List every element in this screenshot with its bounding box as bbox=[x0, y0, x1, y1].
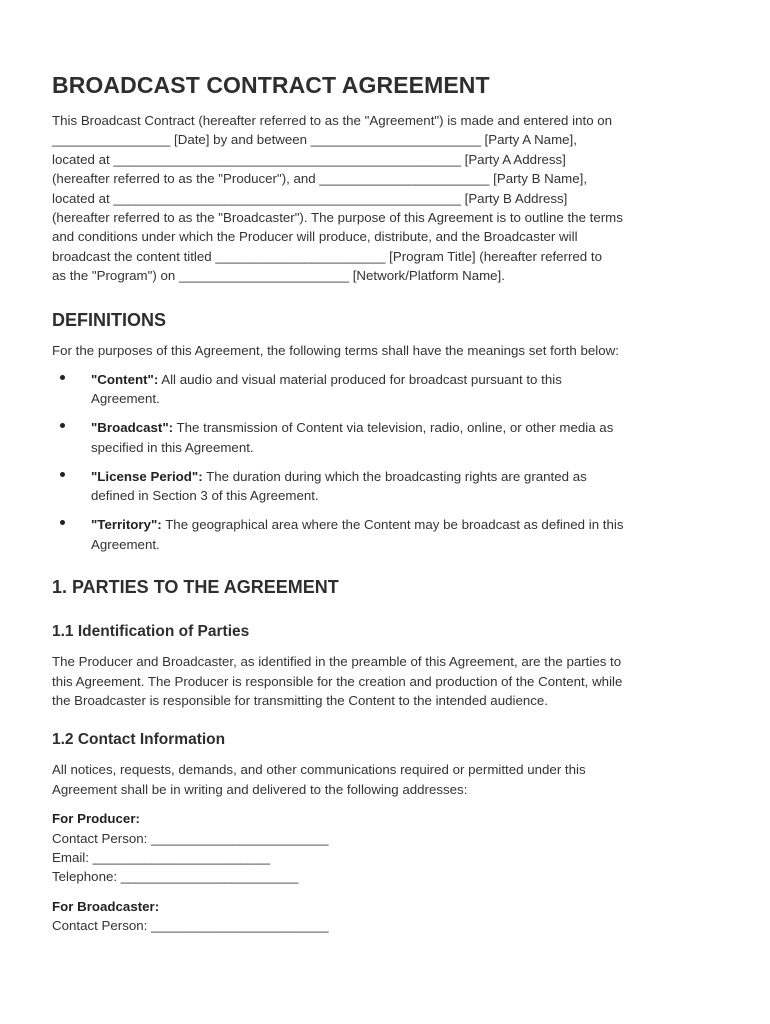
definition-text: The duration during which the broadcasting rights are granted as bbox=[202, 468, 587, 484]
paragraph-line: Agreement shall be in writing and delivered to the following addresses: bbox=[52, 781, 468, 797]
section-1-1-paragraph bbox=[52, 652, 722, 710]
intro-line: as the "Program") on _______________________ [Network/Platform Name]. bbox=[52, 268, 505, 284]
broadcaster-label: For Broadcaster: bbox=[52, 898, 160, 914]
definition-text: Agreement. bbox=[91, 536, 160, 552]
intro-line: This Broadcast Contract (hereafter referred to as the "Agreement") is made and entered into on bbox=[52, 113, 613, 128]
intro-line: and conditions under which the Producer will produce, distribute, and the Broadcaster will bbox=[52, 229, 578, 245]
section-1-2-paragraph bbox=[52, 760, 722, 799]
definition-term: "License Period": bbox=[91, 468, 203, 484]
paragraph-line: this Agreement. The Producer is responsible for the creation and production of the Content, while bbox=[52, 673, 623, 689]
definitions-intro: For the purposes of this Agreement, the following terms shall have the meanings set forth below: bbox=[52, 342, 619, 358]
definition-text: All audio and visual material produced for broadcast pursuant to this bbox=[158, 372, 562, 388]
definition-item bbox=[52, 370, 722, 409]
definition-term: "Content": bbox=[91, 372, 159, 388]
bullet-icon bbox=[60, 520, 65, 525]
producer-contact-person: Contact Person: ________________________ bbox=[52, 830, 329, 846]
definition-term: "Territory": bbox=[91, 517, 162, 533]
section-1-2-heading: 1.2 Contact Information bbox=[52, 731, 226, 749]
definitions-list bbox=[52, 370, 722, 554]
definition-text: defined in Section 3 of this Agreement. bbox=[91, 488, 319, 504]
paragraph-line: the Broadcaster is responsible for transmitting the Content to the intended audience. bbox=[52, 692, 548, 708]
intro-paragraph bbox=[52, 111, 722, 286]
producer-email: Email: ________________________ bbox=[52, 849, 271, 865]
producer-label: For Producer: bbox=[52, 811, 140, 827]
producer-telephone: Telephone: ________________________ bbox=[52, 869, 299, 885]
bullet-icon bbox=[60, 375, 65, 380]
bullet-icon bbox=[60, 423, 65, 428]
definition-item bbox=[52, 418, 722, 457]
broadcaster-contact-person: Contact Person: ________________________ bbox=[52, 918, 329, 934]
definition-text: The transmission of Content via television, radio, online, or other media as bbox=[173, 420, 614, 436]
document-title: BROADCAST CONTRACT AGREEMENT bbox=[52, 72, 490, 98]
document-content bbox=[52, 68, 722, 936]
intro-line: ________________ [Date] by and between _______________________ [Party A Name], bbox=[52, 132, 577, 148]
paragraph-line: All notices, requests, demands, and other communications required or permitted under this bbox=[52, 762, 586, 778]
definitions-heading: DEFINITIONS bbox=[52, 309, 167, 330]
section-1-heading: 1. PARTIES TO THE AGREEMENT bbox=[52, 577, 339, 598]
definition-text: The geographical area where the Content may be broadcast as defined in this bbox=[161, 517, 624, 533]
definition-term: "Broadcast": bbox=[91, 420, 174, 436]
intro-line: broadcast the content titled _______________________ [Program Title] (hereafter referred to bbox=[52, 248, 602, 264]
bullet-icon bbox=[60, 472, 65, 477]
definition-text: specified in this Agreement. bbox=[91, 439, 254, 455]
intro-line: (hereafter referred to as the "Broadcaster"). The purpose of this Agreement is to outline the terms bbox=[52, 210, 623, 226]
definition-text: Agreement. bbox=[91, 391, 160, 407]
producer-contact-block bbox=[52, 809, 722, 887]
section-1-1-heading: 1.1 Identification of Parties bbox=[52, 623, 250, 641]
intro-line: located at _______________________________________________ [Party A Address] bbox=[52, 151, 566, 167]
intro-line: located at _______________________________________________ [Party B Address] bbox=[52, 190, 568, 206]
broadcaster-contact-block bbox=[52, 897, 722, 936]
definition-item bbox=[52, 515, 722, 554]
paragraph-line: The Producer and Broadcaster, as identified in the preamble of this Agreement, are the parties to bbox=[52, 654, 622, 670]
intro-line: (hereafter referred to as the "Producer"), and _______________________ [Party B Name], bbox=[52, 171, 588, 187]
definition-item bbox=[52, 467, 722, 506]
